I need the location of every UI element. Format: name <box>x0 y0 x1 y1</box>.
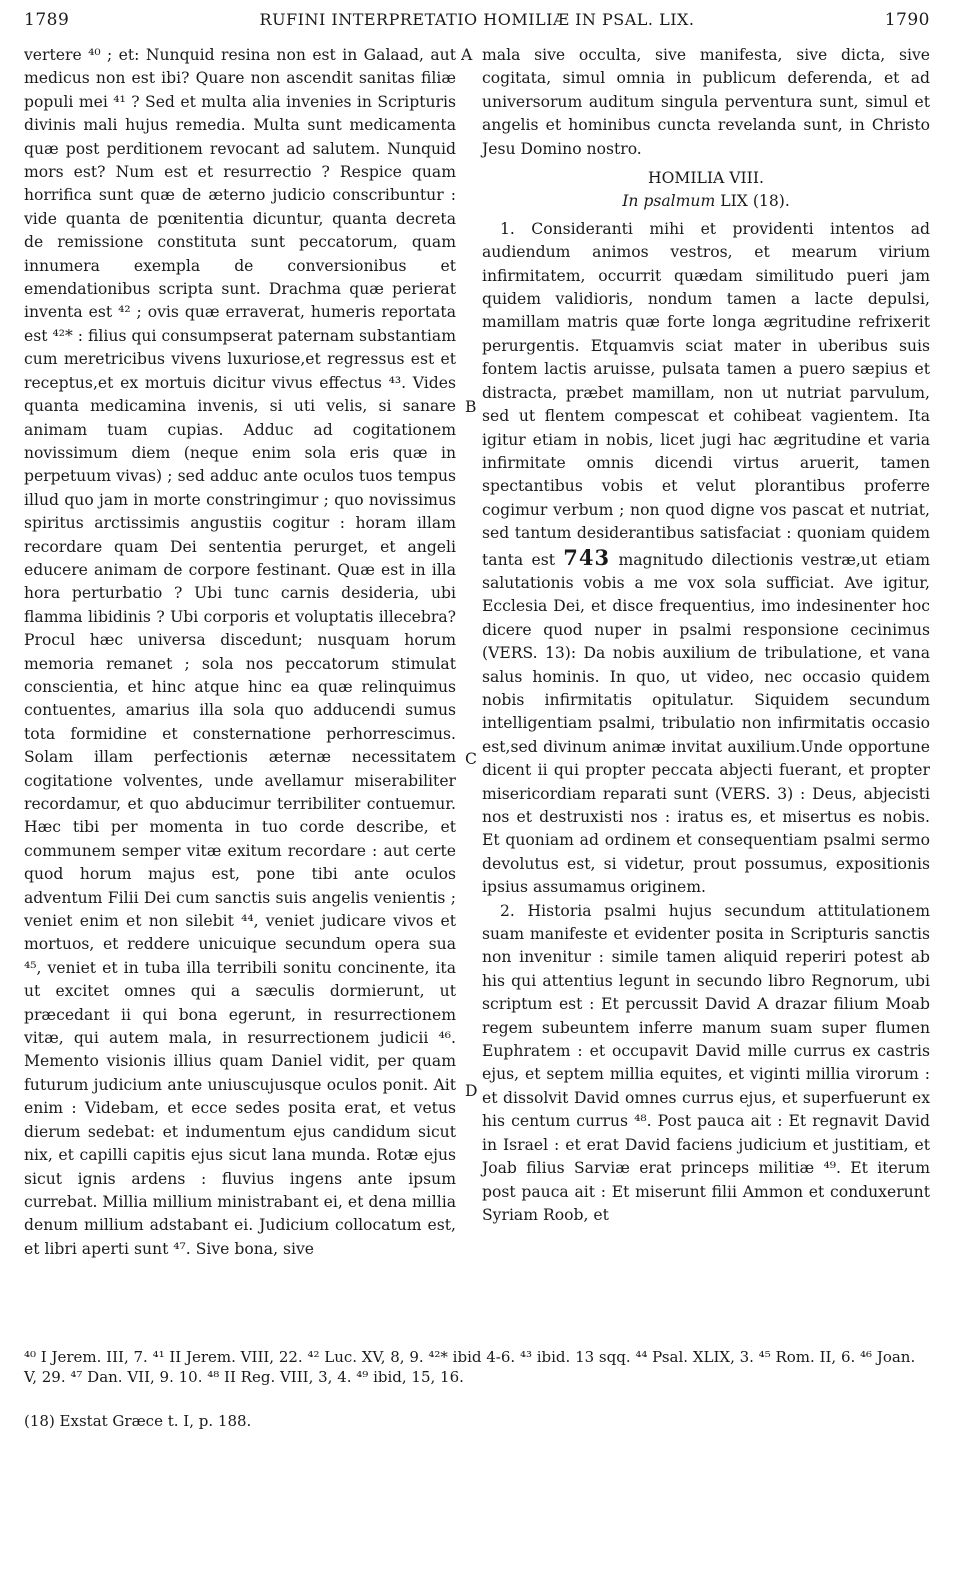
homily-title: HOMILIA VIII. <box>648 169 764 188</box>
page-mark: 743 <box>563 544 611 570</box>
page-header <box>24 8 930 34</box>
footnotes: ⁴⁰ I Jerem. III, 7. ⁴¹ II Jerem. VIII, 22. ⁴² Luc. XV, 8, 9. ⁴²* ibid 4-6. ⁴³ ibid. 13 sqq. ⁴⁴ Psal. XLIX, 3. ⁴⁵ Rom. II, 6. ⁴⁶ Joan. V, 29. ⁴⁷ Dan. VII, 9. 10. ⁴⁸ II Reg. VIII, 3, 4. ⁴⁹ ibid, 15, 16. <box>24 1348 916 1386</box>
margin-letter-d: D <box>465 1082 478 1100</box>
psalm-number: LIX <box>720 192 748 211</box>
right-column-intro: mala sive occulta, sive manifesta, sive dicta, sive cogitata, simul omnia in publicum deferenda, et ad universorum auditum singula perventura sunt, simul et angelis et hominibus cuncta revelanda sunt, in Christo Jesu Domino nostro. <box>482 46 930 158</box>
running-title: RUFINI INTERPRETATIO HOMILIÆ IN PSAL. LIX. <box>259 10 695 29</box>
left-column <box>24 44 456 1261</box>
margin-letter-b: B <box>465 398 477 416</box>
margin-letter-c: C <box>465 750 477 768</box>
left-column-text: vertere ⁴⁰ ; et: Nunquid resina non est in Galaad, aut medicus non est ibi? Quare non ascendit sanitas filiæ populi mei ⁴¹ ? Sed et multa alia invenies in Scripturis divinis mali hujus remedia. Multa sunt medicamenta quæ post perditionem revocant ad salutem. Nunquid mors est? Num est et resurrectio ? Respice quam horrifica sunt quæ de æterno judicio conscribuntur : vide quanta de pœnitentia dicuntur, quanta decreta de remissione constituta sunt peccatorum, quam innumera exempla de conversionibus et emendationibus scripta sunt. Drachma quæ perierat inventa est ⁴² ; ovis quæ erraverat, humeris reportata est ⁴²* : filius qui consumpserat paternam substantiam cum meretricibus vivens luxuriose,et regressus est et receptus,et ex mortuis dicitur vivus effectus ⁴³. Vides quanta medicamina invenis, si uti velis, si sanare animam tuam cupias. Adduc ad cogitationem novissimum diem (neque enim sola eris quæ in perpetuum vivas) ; sed adduc ante oculos tuos tempus illud quo jam in morte constringimur ; quo novissimus spiritus arctissimis angustiis cogitur : horam illam recordare quam Dei sententia perurget, et angeli educere animam de corpore festinant. Quæ est in illa hora perturbatio ? Ubi tunc carnis desideria, ubi flamma libidinis ? Ubi corporis et voluptatis illecebra? Procul hæc universa discedunt; nusquam horum memoria remanet ; sola nos peccatorum stimulat conscientia, et hinc atque hinc ea quæ relinquimus contuentes, amarius illa sola quo adducendi sumus tota formidine et consternatione perhorrescimus. Solam illam perfectionis æternæ necessitatem cogitatione volventes, unde avellamur miserabiliter recordamur, et quo abducimur terribiliter contuemur. Hæc tibi per momenta in tuo corde describe, et communem semper vitæ exitum recordare : aut certe quod horum majus est, pone tibi ante oculos adventum Filii Dei cum sanctis suis angelis venientis ; veniet enim et non silebit ⁴⁴, veniet judicare vivos et mortuos, et reddere unicuique secundum opera sua ⁴⁵, veniet et in tuba illa terribili sonitu concinente, ita ut excitet omnes qui a sæculis dormierunt, ut præcedant ii qui bona egerunt, in resurrectionem vitæ, qui autem mala, in resurrectionem judicii ⁴⁶. Memento visionis illius quam Daniel vidit, per quam futurum judicium ante uniuscujusque oculos ponit. Ait enim : Videbam, et ecce sedes posita erat, et vetus dierum sedebat: et indumentum ejus candidum sicut nix, et capilli capitis ejus sicut lana munda. Rotæ ejus sicut ignis ardens : fluvius ingens ante ipsum currebat. Millia millium ministrabant ei, et dena millia denum millium adstabant ei. Judicium collocatum est, et libri aperti sunt ⁴⁷. Sive bona, sive <box>24 46 456 1258</box>
homily-note-ref: (18). <box>752 192 790 211</box>
homily-subtitle-text: In psalmum <box>622 192 716 211</box>
paragraph-1-part-b: magnitudo dilectionis vestræ,ut etiam salutationis vobis a me vox sola sufficiat. Ave igitur, Ecclesia Dei, et disce frequentius, imo indesinenter hoc dicere quod nuper in psalmi responsione cecinimus (VERS. 13): Da nobis auxilium de tribulatione, et vana salus hominis. In quo, ut video, nec occasio quidem nobis infirmitatis opitulatur. Siquidem secundum intelligentiam psalmi, tribulatio non infirmitatis occasio est,sed divinum animæ invitat auxilium.Unde opportune dicent ii qui propter peccata abjecti fuerant, et propter misericordiam reparati sunt (VERS. 3) : Deus, abjecisti nos et destruxisti nos : iratus es, et misertus es nobis. Et quoniam ad ordinem et consequentiam psalmi sermo devolutus est, si videtur, prout possumus, expositionis ipsius assumamus originem. <box>482 550 930 897</box>
source-note: (18) Exstat Græce t. I, p. 188. <box>24 1412 252 1430</box>
paragraph-2: 2. Historia psalmi hujus secundum attitulationem suam manifeste et evidenter posita in Scripturis sanctis non invenitur : simile tamen aliquid reperiri potest ab his qui attentius legunt in secundo libro Regnorum, ubi scriptum est : Et percussit David A drazar filium Moab regem subeuntem inferre manum suam super flumen Euphratem : et occupavit David mille currus ex castris ejus, et septem millia equites, et viginti millia virorum : et dissolvit David omnes currus ejus, et superfuerunt ex his centum currus ⁴⁸. Post pauca ait : Et regnavit David in Israel : et erat David faciens judicium et justitiam, et Joab filius Sarviæ erat princeps militiæ ⁴⁹. Et iterum post pauca ait : Et miserunt filii Ammon et conduxerunt Syriam Roob, et <box>482 901 930 1224</box>
right-column <box>482 44 930 1227</box>
homily-subtitle <box>482 190 930 213</box>
margin-letter-a: A <box>461 46 473 64</box>
page-number-right: 1790 <box>884 10 930 30</box>
paragraph-1 <box>482 218 930 900</box>
paragraph-1-part-a: 1. Consideranti mihi et providenti intentos ad audiendum animos vestros, et mearum virium infirmitatem, occurrit quædam similitudo pueri jam quidem validioris, nondum tamen a lacte depulsi, mamillam matris quæ forte longa ægritudine refrixerit perurgentis. Etquamvis sciat mater in uberibus suis fontem lactis aruisse, pulsata tamen a puero sæpius et distracta, præbet mamillam, non ut nutriat parvulum, sed ut flentem compescat et cohibeat vagientem. Ita igitur etiam in nobis, licet jugi hac ægritudine et varia infirmitate omnis dicendi virtus aruerit, tamen spectantibus vobis et velut plorantibus proferre cogimur verbum ; non quod digne vos pascat et nutriat, sed tantum desiderantibus satisfaciat : quoniam quidem tanta est <box>482 219 930 569</box>
page-number-left: 1789 <box>24 10 70 30</box>
